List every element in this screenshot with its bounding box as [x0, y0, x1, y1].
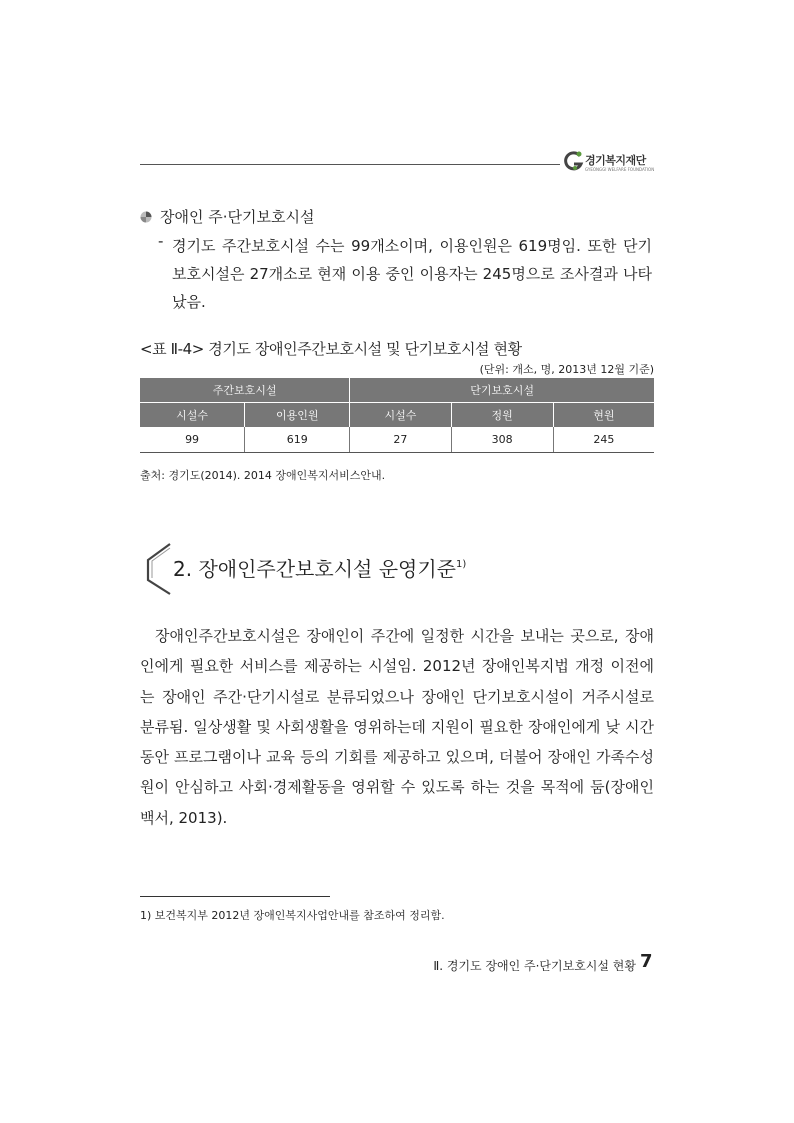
running-footer: Ⅱ. 경기도 장애인 주·단기보호시설 현황 [433, 959, 636, 973]
group-header-short-term: 단기보호시설 [350, 378, 654, 403]
group-header-day-care: 주간보호시설 [140, 378, 350, 403]
table-cell: 27 [350, 427, 451, 453]
table-cell: 619 [245, 427, 350, 453]
body-paragraph [140, 621, 654, 833]
footnote-rule [140, 896, 330, 897]
bullet-icon [140, 211, 152, 223]
table-cell: 308 [451, 427, 553, 453]
table-cell: 99 [140, 427, 245, 453]
table-row [140, 427, 654, 453]
column-header: 시설수 [140, 403, 245, 428]
table-caption: <표 Ⅱ-4> 경기도 장애인주간보호시설 및 단기보호시설 현황 [140, 340, 522, 358]
table-source: 출처: 경기도(2014). 2014 장애인복지서비스안내. [140, 469, 386, 482]
column-header: 현원 [553, 403, 654, 428]
footnote-reference: 1) [455, 559, 467, 570]
logo-name: 경기복지재단 [585, 154, 646, 167]
body-paragraph-text: 장애인주간보호시설은 장애인이 주간에 일정한 시간을 보내는 곳으로, 장애인에게 필요한 서비스를 제공하는 시설임. 2012년 장애인복지법 개정 이전에는 장애인 주간·단기시설로 분류되었으나 장애인 단기보호시설이 거주시설로 분류됨. 일상생활 및 사회생활을 영위하는데 지원이 필요한 장애인에게 낮 시간동안 프로그램이나 교육 등의 기회를 제공하고 있으며, 더불어 장애인 가족수성원이 안심하고 사회·경제활동을 영위할 수 있도록 하는 것을 목적에 둠(장애인백서, 2013). [140, 627, 654, 827]
table-group-header-row [140, 378, 654, 403]
heading-title: 장애인주간보호시설 운영기준 [198, 557, 456, 581]
table-cell: 245 [553, 427, 654, 453]
column-header: 이용인원 [245, 403, 350, 428]
table-column-header-row [140, 403, 654, 428]
heading-number: 2. [173, 557, 193, 581]
dash-marker: - [158, 232, 164, 250]
footnote: 1) 보건복지부 2012년 장애인복지사업안내를 참조하여 정리함. [140, 909, 445, 922]
heading-2 [173, 553, 466, 582]
table-unit: (단위: 개소, 명, 2013년 12월 기준) [479, 363, 654, 376]
page-number: 7 [640, 951, 653, 972]
column-header: 정원 [451, 403, 553, 428]
section-paragraph: 경기도 주간보호시설 수는 99개소이며, 이용인원은 619명임. 또한 단기보호시설은 27개소로 현재 이용 중인 이용자는 245명으로 조사결과 나타났음. [172, 237, 652, 311]
facility-table [140, 378, 654, 453]
column-header: 시설수 [350, 403, 451, 428]
logo-mark-icon [563, 150, 585, 172]
header-rule [140, 164, 560, 165]
foundation-logo [563, 150, 658, 178]
section-title: 장애인 주·단기보호시설 [160, 208, 315, 226]
logo-subtitle: GYEONGGI WELFARE FOUNDATION [585, 167, 655, 172]
